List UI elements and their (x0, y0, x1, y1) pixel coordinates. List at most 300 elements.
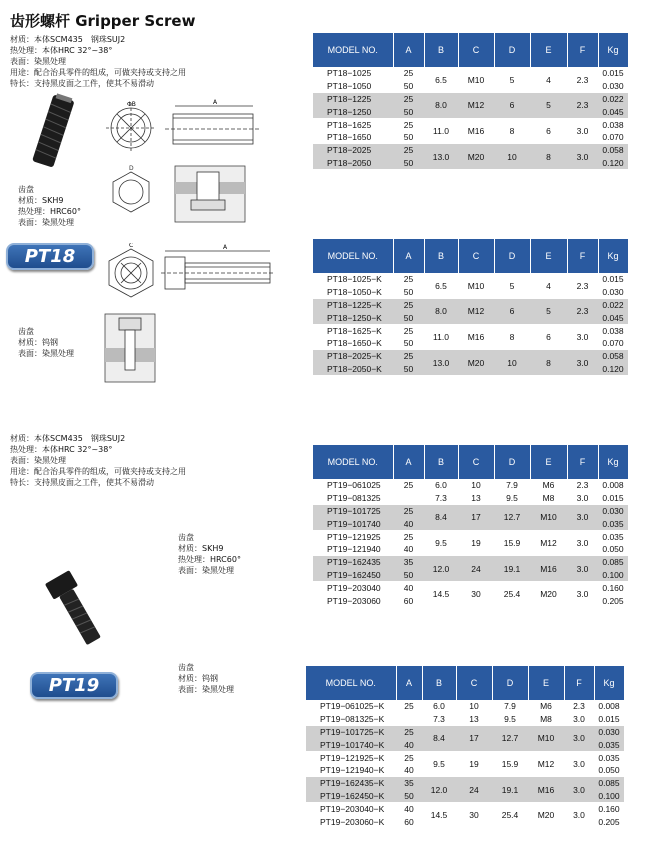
c-cell: M12 (458, 299, 494, 325)
svg-text:C: C (129, 243, 134, 249)
column-header: C (458, 239, 494, 273)
e-cell: M12 (540, 537, 557, 548)
b-cell: 11.0 (433, 331, 449, 342)
a-cell: 25 (396, 726, 422, 739)
c-cell: 17 (458, 505, 494, 531)
model-cell: PT18−1625 (327, 119, 372, 130)
table-row (306, 751, 624, 764)
model-cell: PT18−1250−K (313, 311, 393, 324)
screw-photo-pt19 (36, 570, 116, 650)
column-header: E (530, 239, 567, 273)
table-row (313, 118, 628, 131)
table-row (313, 299, 628, 312)
pt19-tip1 (178, 532, 241, 576)
kg-cell: 0.120 (598, 363, 628, 376)
column-header: Kg (598, 445, 628, 479)
f-cell: 3.0 (564, 726, 594, 752)
kg-cell: 0.015 (602, 493, 624, 504)
column-header: C (458, 33, 494, 67)
b-cell: 7.3 (433, 714, 445, 725)
model-cell: PT18−1650−K (327, 338, 382, 349)
a-cell: 50 (393, 363, 424, 376)
kg-cell: 0.035 (598, 517, 628, 530)
table-row (313, 479, 628, 492)
table-row (313, 492, 628, 505)
b-cell: 11.0 (433, 125, 449, 136)
model-cell: PT19−121940 (327, 544, 381, 555)
model-cell: PT18−1225 (313, 93, 393, 106)
e-cell: 6 (546, 125, 551, 136)
drawing-pt18k-bottom (103, 312, 158, 384)
c-cell: 24 (456, 777, 492, 803)
f-cell: 3.0 (576, 331, 589, 342)
d-cell: 5 (509, 280, 515, 291)
model-cell: PT19−203040−K (320, 803, 385, 814)
model-cell: PT18−1025 (327, 68, 372, 79)
tip-line: 表面：染黑处理 (18, 349, 74, 358)
pt19-badge: PT19 (30, 672, 118, 699)
table-row (313, 93, 628, 106)
column-header: C (456, 666, 492, 700)
a-cell: 50 (393, 105, 424, 118)
e-cell: M20 (537, 810, 555, 821)
tip-line: 齿盘 (18, 327, 34, 336)
model-cell: PT19−203040 (327, 582, 381, 593)
a-cell: 40 (404, 803, 414, 814)
d-cell: 8 (509, 331, 515, 342)
column-header: A (393, 445, 424, 479)
column-header: Kg (598, 239, 628, 273)
model-cell: PT18−1025−K (327, 274, 382, 285)
kg-cell: 0.022 (598, 93, 628, 106)
kg-cell: 0.085 (598, 556, 628, 569)
a-cell: 25 (404, 701, 414, 712)
kg-cell: 0.015 (602, 274, 624, 285)
b-cell: 7.3 (435, 493, 447, 504)
a-cell: 40 (404, 765, 414, 776)
svg-text:D: D (129, 165, 134, 172)
kg-cell: 0.030 (594, 726, 624, 739)
tip-line: 齿盘 (178, 533, 194, 542)
kg-cell: 0.100 (598, 569, 628, 582)
a-cell: 25 (403, 119, 414, 130)
a-cell: 50 (393, 157, 424, 170)
model-cell: PT19−121925−K (320, 752, 385, 763)
d-cell: 19.1 (494, 556, 530, 582)
table-row (313, 581, 628, 594)
model-cell: PT19−101725−K (306, 726, 396, 739)
model-cell: PT19−162450−K (306, 790, 396, 803)
e-cell: 8 (530, 350, 567, 376)
f-cell: 3.0 (576, 493, 589, 504)
a-cell: 25 (403, 325, 414, 336)
d-cell: 10 (494, 144, 530, 170)
b-cell: 12.0 (422, 777, 456, 803)
table-row (313, 556, 628, 569)
e-cell: 4 (546, 280, 551, 291)
a-cell: 40 (396, 738, 422, 751)
f-cell: 3.0 (573, 810, 585, 821)
spec-line: 热处理：本体HRC 32°~38° (10, 46, 113, 55)
spec-line: 表面：染黑处理 (10, 456, 66, 465)
b-cell: 6.5 (435, 74, 447, 85)
d-cell: 8 (509, 125, 515, 136)
column-header: E (530, 445, 567, 479)
f-cell: 2.3 (573, 701, 585, 712)
b-cell: 9.5 (433, 758, 445, 769)
a-cell: 25 (393, 144, 424, 157)
kg-cell: 0.035 (594, 738, 624, 751)
table-row (313, 67, 628, 80)
model-cell: PT18−1650 (327, 132, 372, 143)
e-cell: 8 (530, 144, 567, 170)
kg-cell: 0.058 (598, 144, 628, 157)
e-cell: M6 (540, 701, 552, 712)
table-row (306, 802, 624, 815)
kg-cell: 0.035 (598, 752, 620, 763)
table-row (313, 273, 628, 286)
d-cell: 9.5 (504, 714, 516, 725)
kg-cell: 0.100 (594, 790, 624, 803)
kg-cell: 0.045 (598, 311, 628, 324)
a-cell: 35 (396, 777, 422, 790)
a-cell: 25 (393, 93, 424, 106)
a-cell: 40 (403, 582, 414, 593)
d-cell: 15.9 (501, 758, 519, 769)
a-cell: 50 (396, 790, 422, 803)
a-cell (393, 492, 424, 505)
table-row (306, 713, 624, 726)
e-cell: M6 (542, 480, 555, 491)
kg-cell: 0.030 (602, 81, 624, 92)
e-cell: M12 (537, 758, 555, 769)
kg-cell: 0.120 (598, 157, 628, 170)
kg-cell: 0.045 (598, 105, 628, 118)
kg-cell: 0.030 (602, 287, 624, 298)
d-cell: 5 (509, 74, 515, 85)
b-cell: 6.0 (433, 701, 445, 712)
spec-table-pt19-k (306, 666, 625, 828)
e-cell: M16 (530, 556, 567, 582)
c-cell: 13 (469, 714, 479, 725)
b-cell: 6.0 (435, 480, 447, 491)
c-cell: 13 (471, 493, 481, 504)
column-header: C (458, 445, 494, 479)
c-cell: 19 (471, 537, 481, 548)
b-cell: 8.0 (424, 299, 458, 325)
table-row (313, 350, 628, 363)
tip-line: 表面：染黑处理 (178, 685, 234, 694)
e-cell: M20 (540, 589, 557, 600)
column-header: Kg (598, 33, 628, 67)
c-cell: 30 (469, 810, 479, 821)
kg-cell: 0.008 (598, 701, 620, 712)
pt18-spec (10, 34, 186, 89)
kg-cell: 0.050 (598, 765, 620, 776)
b-cell: 8.0 (424, 93, 458, 119)
e-cell: M10 (528, 726, 564, 752)
model-cell: PT19−121925 (327, 531, 381, 542)
column-header: F (567, 445, 598, 479)
column-header: D (492, 666, 528, 700)
c-cell: 10 (469, 701, 479, 712)
column-header: B (422, 666, 456, 700)
tip-line: 齿盘 (178, 663, 194, 672)
column-header: A (393, 33, 424, 67)
f-cell: 3.0 (564, 777, 594, 803)
tip-line: 材质：钨钢 (18, 338, 58, 347)
e-cell: M16 (528, 777, 564, 803)
a-cell: 25 (393, 505, 424, 518)
model-cell: PT18−1250 (313, 105, 393, 118)
tip-line: 材质：SKH9 (178, 544, 224, 553)
a-cell: 60 (403, 595, 414, 606)
table-row (313, 144, 628, 157)
d-cell: 25.4 (501, 810, 519, 821)
model-cell: PT19−081325 (327, 493, 381, 504)
column-header: E (528, 666, 564, 700)
kg-cell: 0.038 (602, 119, 624, 130)
b-cell: 13.0 (424, 350, 458, 376)
f-cell: 3.0 (567, 556, 598, 582)
drawing-pt18-top (103, 98, 263, 160)
d-cell: 7.9 (504, 701, 516, 712)
model-cell: PT19−121940−K (320, 765, 385, 776)
d-cell: 6 (494, 93, 530, 119)
column-header: MODEL NO. (313, 445, 393, 479)
table-row (306, 726, 624, 739)
c-cell: 10 (471, 480, 481, 491)
d-cell: 12.7 (492, 726, 528, 752)
b-cell: 8.4 (424, 505, 458, 531)
model-cell: PT19−101725 (313, 505, 393, 518)
d-cell: 19.1 (492, 777, 528, 803)
svg-text:ΦB: ΦB (127, 101, 136, 108)
model-cell: PT19−081325−K (320, 714, 385, 725)
e-cell: M8 (542, 493, 555, 504)
column-header: MODEL NO. (313, 239, 393, 273)
screw-photo-pt18 (18, 92, 88, 172)
kg-cell: 0.160 (598, 803, 620, 814)
d-cell: 25.4 (503, 589, 521, 600)
model-cell: PT18−2050−K (313, 363, 393, 376)
a-cell: 50 (393, 569, 424, 582)
f-cell: 2.3 (567, 299, 598, 325)
column-header: F (567, 239, 598, 273)
column-header: D (494, 33, 530, 67)
a-cell: 50 (393, 311, 424, 324)
a-cell: 25 (403, 480, 414, 491)
pt19-tip2 (178, 662, 234, 695)
model-cell: PT19−162435 (313, 556, 393, 569)
d-cell: 10 (494, 350, 530, 376)
spec-table-pt18-k (313, 239, 629, 375)
column-header: Kg (594, 666, 624, 700)
column-header: MODEL NO. (313, 33, 393, 67)
f-cell: 3.0 (567, 505, 598, 531)
table-row (306, 700, 624, 713)
tip-line: 表面：染黑处理 (18, 218, 74, 227)
c-cell: 17 (456, 726, 492, 752)
kg-cell: 0.038 (602, 325, 624, 336)
a-cell: 50 (403, 338, 414, 349)
kg-cell: 0.050 (602, 544, 624, 555)
table-row (306, 777, 624, 790)
f-cell: 2.3 (576, 280, 589, 291)
pt19-spec (10, 433, 186, 488)
kg-cell: 0.205 (602, 595, 624, 606)
column-header: E (530, 33, 567, 67)
column-header: B (424, 33, 458, 67)
svg-text:A: A (213, 99, 218, 106)
d-cell: 7.9 (506, 480, 518, 491)
column-header: F (567, 33, 598, 67)
model-cell: PT18−1625−K (327, 325, 382, 336)
c-cell: 24 (458, 556, 494, 582)
column-header: D (494, 239, 530, 273)
model-cell: PT18−1050 (327, 81, 372, 92)
model-cell: PT19−101740−K (306, 738, 396, 751)
c-cell: 19 (469, 758, 479, 769)
c-cell: M20 (458, 350, 494, 376)
kg-cell: 0.160 (602, 582, 624, 593)
spec-line: 热处理：本体HRC 32°~38° (10, 445, 113, 454)
c-cell: M12 (458, 93, 494, 119)
f-cell: 2.3 (576, 74, 589, 85)
f-cell: 3.0 (567, 350, 598, 376)
d-cell: 9.5 (506, 493, 518, 504)
spec-line: 用途：配合治具零件的组成，可做夹持或支持之用 (10, 467, 186, 476)
tip-line: 齿盘 (18, 185, 34, 194)
spec-line: 用途：配合治具零件的组成，可做夹持或支持之用 (10, 68, 186, 77)
b-cell: 8.4 (422, 726, 456, 752)
c-cell: M10 (467, 280, 485, 291)
pt18-tip1 (18, 184, 81, 228)
spec-table-pt18 (313, 33, 629, 169)
table-row (313, 530, 628, 543)
page-title: 齿形螺杆 Gripper Screw (10, 12, 196, 30)
f-cell: 3.0 (573, 758, 585, 769)
spec-line: 特长：支持黑皮面之工件，使其不易滑动 (10, 79, 154, 88)
spec-line: 材质：本体SCM435 钢珠SUJ2 (10, 35, 126, 44)
column-header: MODEL NO. (306, 666, 396, 700)
model-cell: PT19−162450 (313, 569, 393, 582)
b-cell: 12.0 (424, 556, 458, 582)
c-cell: M16 (467, 125, 485, 136)
column-header: D (494, 445, 530, 479)
kg-cell: 0.015 (602, 68, 624, 79)
drawing-pt18k-top (103, 243, 278, 301)
a-cell (396, 713, 422, 726)
c-cell: 30 (471, 589, 481, 600)
a-cell: 35 (393, 556, 424, 569)
f-cell: 3.0 (573, 714, 585, 725)
e-cell: 5 (530, 299, 567, 325)
b-cell: 6.5 (435, 280, 447, 291)
f-cell: 2.3 (567, 93, 598, 119)
tip-line: 材质：SKH9 (18, 196, 64, 205)
kg-cell: 0.070 (602, 338, 624, 349)
kg-cell: 0.058 (598, 350, 628, 363)
a-cell: 25 (403, 68, 414, 79)
e-cell: 4 (546, 74, 551, 85)
d-cell: 15.9 (503, 537, 521, 548)
e-cell: M8 (540, 714, 552, 725)
kg-cell: 0.035 (602, 531, 624, 542)
d-cell: 6 (494, 299, 530, 325)
tip-line: 表面：染黑处理 (178, 566, 234, 575)
d-cell: 12.7 (494, 505, 530, 531)
tip-line: 热处理：HRC60° (18, 207, 81, 216)
f-cell: 3.0 (567, 144, 598, 170)
model-cell: PT18−2025 (313, 144, 393, 157)
column-header: B (424, 239, 458, 273)
spec-table-pt19 (313, 445, 629, 607)
svg-text:A: A (223, 244, 228, 251)
e-cell: 5 (530, 93, 567, 119)
kg-cell: 0.205 (598, 816, 620, 827)
table-row (313, 505, 628, 518)
model-cell: PT19−162435−K (306, 777, 396, 790)
model-cell: PT19−061025−K (320, 701, 385, 712)
f-cell: 3.0 (576, 589, 589, 600)
spec-line: 材质：本体SCM435 钢珠SUJ2 (10, 434, 126, 443)
a-cell: 25 (403, 274, 414, 285)
pt18-tip2 (18, 326, 74, 359)
c-cell: M20 (458, 144, 494, 170)
e-cell: 6 (546, 331, 551, 342)
b-cell: 9.5 (435, 537, 447, 548)
b-cell: 14.5 (432, 589, 450, 600)
b-cell: 13.0 (424, 144, 458, 170)
kg-cell: 0.008 (602, 480, 624, 491)
model-cell: PT19−061025 (327, 480, 381, 491)
a-cell: 50 (403, 81, 414, 92)
a-cell: 40 (393, 517, 424, 530)
column-header: A (393, 239, 424, 273)
model-cell: PT19−203060 (327, 595, 381, 606)
a-cell: 25 (393, 299, 424, 312)
a-cell: 50 (403, 132, 414, 143)
f-cell: 3.0 (576, 537, 589, 548)
spec-line: 表面：染黑处理 (10, 57, 66, 66)
pt18-badge: PT18 (6, 243, 94, 270)
kg-cell: 0.085 (594, 777, 624, 790)
c-cell: M16 (467, 331, 485, 342)
kg-cell: 0.070 (602, 132, 624, 143)
a-cell: 50 (403, 287, 414, 298)
column-header: B (424, 445, 458, 479)
kg-cell: 0.015 (598, 714, 620, 725)
tip-line: 材质：钨钢 (178, 674, 218, 683)
column-header: F (564, 666, 594, 700)
f-cell: 2.3 (576, 480, 589, 491)
a-cell: 60 (404, 816, 414, 827)
a-cell: 25 (393, 350, 424, 363)
table-row (313, 324, 628, 337)
f-cell: 3.0 (576, 125, 589, 136)
model-cell: PT18−1050−K (327, 287, 382, 298)
model-cell: PT18−1225−K (313, 299, 393, 312)
a-cell: 25 (404, 752, 414, 763)
model-cell: PT19−203060−K (320, 816, 385, 827)
drawing-pt18-bottom (103, 162, 248, 224)
a-cell: 25 (403, 531, 414, 542)
c-cell: M10 (467, 74, 485, 85)
model-cell: PT19−101740 (313, 517, 393, 530)
b-cell: 14.5 (430, 810, 448, 821)
e-cell: M10 (530, 505, 567, 531)
